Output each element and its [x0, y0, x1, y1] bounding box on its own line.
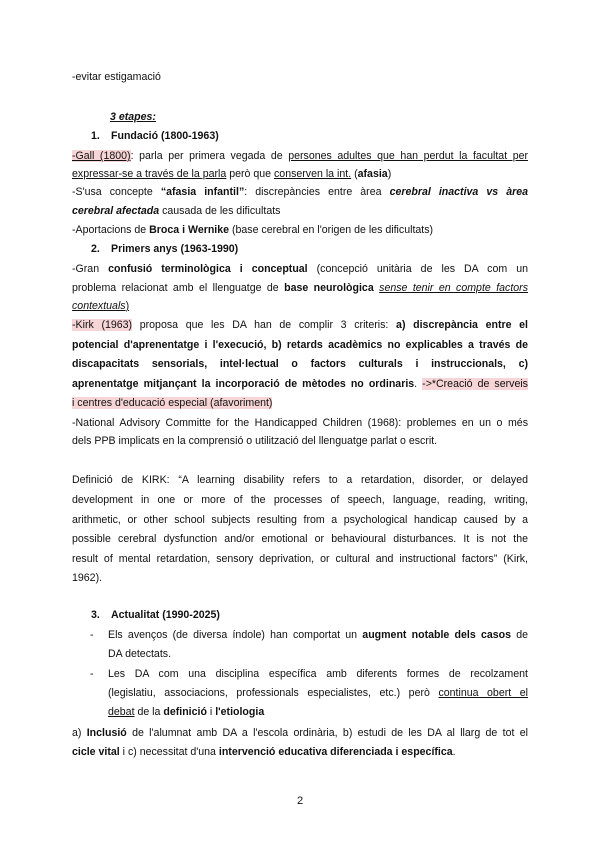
definition-line-3: arithmetic, or other school subjects resulting from a psychological handicap caused by a [72, 514, 528, 526]
kirk-line-3: discapacitats sensorials, intel·lectual o factors culturals i instruccionals, c) [72, 358, 528, 370]
kirk-line-2: potencial d'aprenentatge i l'execució, b) retards acadèmics no explicables a través de [72, 339, 528, 351]
stage-2-title: Primers anys (1963-1990) [111, 243, 239, 255]
concept-line-1: -S'usa concepte “afasia infantil”: discrepàncies entre àrea cerebral inactiva vs àrea [72, 186, 529, 198]
kirk-line-1: -Kirk (1963) proposa que les DA han de complir 3 criteris: a) discrepància entre el [72, 319, 528, 331]
final-line-2: cicle vital i c) necessitat d'una intervenció educativa diferenciada i específica. [72, 746, 456, 758]
intro-line: -evitar estigamació [72, 71, 161, 83]
final-line-1: a) Inclusió de l'alumnat amb DA a l'escola ordinària, b) estudi de les DA al llarg de tot el [72, 727, 528, 739]
concept-line-2: cerebral afectada causada de les dificultats [72, 205, 281, 217]
definition-line-4: possible cerebral dysfunction and/or emotional or behavioural disturbances. It is not the [72, 533, 528, 545]
definition-line-5: result of mental retardation, sensory deprivation, or cultural and instructional factors” (Kirk, [72, 553, 528, 565]
stage-1-number: 1. [91, 130, 100, 142]
nac-line-1: -National Advisory Committe for the Handicapped Children (1968): problemes en un o més [72, 417, 528, 429]
nac-line-2: dels PPB implicats en la comprensió o utilització del llenguatge parlat o escrit. [72, 435, 438, 447]
kirk-services-highlight: ->*Creació de serveis [422, 378, 528, 390]
stage-3-title: Actualitat (1990-2025) [111, 609, 220, 621]
stage-2-heading [91, 243, 238, 256]
stage-2-number: 2. [91, 243, 100, 255]
definition-line-2: development in one or more of the processes of speech, language, reading, writing, [72, 494, 528, 506]
stage-1-heading [91, 130, 219, 143]
gall-line-1: -Gall (1800): parla per primera vegada de persones adultes que han perdut la facultat per [72, 150, 529, 162]
gall-line-2: expressar-se a través de la parla però que conserven la int. (afasia) [72, 168, 392, 180]
bullet-1-line-1: Els avenços (de diversa índole) han comportat un augment notable dels casos de [108, 629, 528, 641]
bullet-2-line-1: Les DA com una disciplina específica amb diferents formes de recolzament [108, 668, 528, 680]
confusion-line-3: contextuals) [72, 300, 130, 312]
bullet-2-line-3: debat de la definició i l'etiologia [108, 706, 265, 718]
confusion-line-2: problema relacionat amb el llenguatge de base neurològica sense tenir en compte factors [72, 282, 528, 294]
bullet-1-line-2: DA detectats. [108, 648, 172, 660]
kirk-name: -Kirk (1963) [72, 319, 133, 331]
kirk-line-5: i centres d'educació especial (afavoriment) [72, 397, 273, 409]
definition-line-6: 1962). [72, 572, 103, 584]
gall-name: -Gall (1800) [72, 150, 131, 162]
confusion-line-1: -Gran confusió terminològica i conceptual (concepció unitària de les DA com un [72, 263, 529, 275]
bullet-2-line-2: (legislatiu, associacions, professionals especialistes, etc.) però continua obert el [108, 687, 528, 699]
bullet-1-dash: - [90, 629, 94, 641]
broca-line: -Aportacions de Broca i Wernike (base cerebral en l'origen de les dificultats) [72, 224, 434, 236]
definition-line-1: Definició de KIRK: “A learning disability refers to a retardation, disorder, or delayed [72, 474, 528, 486]
kirk-line-4: aprenentatge mitjançant la incorporació de mètodes no ordinaris. ->*Creació de serveis [72, 378, 528, 390]
stage-1-title: Fundació (1800-1963) [111, 130, 219, 142]
stages-heading: 3 etapes: [110, 111, 156, 123]
page-number: 2 [296, 795, 304, 807]
bullet-2-dash: - [90, 668, 94, 680]
stage-3-heading [91, 609, 220, 622]
stage-3-number: 3. [91, 609, 100, 621]
